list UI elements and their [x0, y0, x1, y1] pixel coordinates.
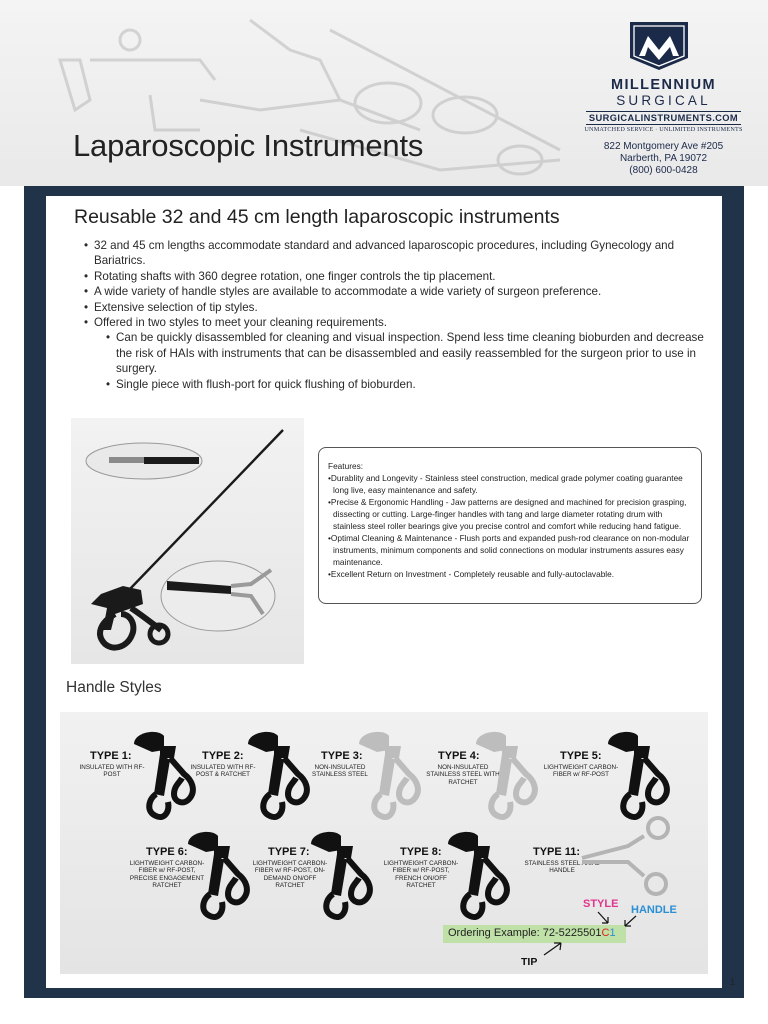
tip-arrow-icon: [542, 940, 564, 958]
type-8-handle-image: [444, 824, 514, 924]
address-line-2: Narberth, PA 19072: [619, 153, 708, 164]
sub-bullet-item: • Single piece with flush-port for quick flushing of bioburden.: [106, 377, 714, 392]
page-header: [0, 0, 768, 186]
type-1-handle-image: [130, 724, 200, 824]
bullet-item: [84, 315, 714, 392]
type-2-handle-image: [244, 724, 314, 824]
handle-code: 1: [609, 927, 616, 939]
type-4-handle-image: [472, 724, 542, 824]
type-11-label: TYPE 11:: [533, 846, 581, 858]
type-7-handle-image: [307, 824, 377, 924]
sub-bullet-item: • Can be quickly disassembled for cleaning and visual inspection. Spend less time cleaning bioburden and decrease the risk of HAIs with instruments that can be disassembled and easily reassembled for the surgeon prior to use in surgery.: [106, 330, 714, 376]
ordering-example: [443, 925, 626, 943]
feature-item: •Excellent Return on Investment - Completely reusable and fully-autoclavable.: [328, 569, 615, 579]
type-11-desc: STAINLESS STEEL AXIAL HANDLE: [524, 860, 600, 875]
type-6-handle-image: [184, 824, 254, 924]
bullet-item-text: Offered in two styles to meet your cleaning requirements.: [94, 316, 387, 330]
bullet-item: • Extensive selection of tip styles.: [84, 300, 714, 315]
brand-url-link[interactable]: SURGICALINSTRUMENTS.COM: [586, 111, 741, 125]
feature-bullet-list: [84, 238, 714, 392]
type-11-handle-image: [578, 816, 678, 896]
feature-item: •Optimal Cleaning & Maintenance - Flush ports and expanded push-rod clearance on non-modular instruments, minimum components and solid connections on modular instruments assures easy maintenance.: [328, 533, 690, 567]
brand-sub: SURGICAL: [616, 93, 711, 108]
bullet-item: • A wide variety of handle styles are available to accommodate a wide variety of surgeon preference.: [84, 284, 714, 299]
feature-item-text: Precise & Ergonomic Handling - Jaw patterns are designed and machined for precision grasping, dissecting or cutting. Large-finger handles with tang and large diameter rotating drum with stainless steel roller bearings give you precise control and comfort while reducing hand fatigue.: [330, 497, 687, 531]
type-8-desc: LIGHTWEIGHT CARBON-FIBER w/ RF-POST, FRENCH ON/OFF RATCHET: [383, 860, 459, 890]
type-6-desc: LIGHTWEIGHT CARBON-FIBER w/ RF-POST, PRECISE ENGAGEMENT RATCHET: [129, 860, 205, 890]
type-2-desc: INSULATED WITH RF-POST & RATCHET: [190, 764, 256, 779]
type-4-desc: NON-INSULATED STAINLESS STEEL WITH RATCHET: [426, 764, 500, 786]
instrument-photo: [71, 418, 304, 664]
type-3-desc: NON-INSULATED STAINLESS STEEL: [312, 764, 368, 779]
type-3-handle-image: [355, 724, 425, 824]
type-3-label: TYPE 3:: [321, 750, 363, 762]
bullet-item: • 32 and 45 cm lengths accommodate standard and advanced laparoscopic procedures, including Gynecology and Bariatrics.: [84, 238, 714, 269]
tip-callout-label: TIP: [521, 956, 538, 968]
phone-number: (800) 600-0428: [629, 165, 698, 176]
feature-item-text: Excellent Return on Investment - Completely reusable and fully-autoclavable.: [330, 569, 615, 579]
mountain-m-shield-icon: [628, 20, 690, 72]
handle-styles-heading: Handle Styles: [66, 679, 162, 696]
page-number: 1: [730, 977, 736, 987]
type-5-desc: LIGHTWEIGHT CARBON-FIBER w/ RF-POST: [543, 764, 619, 779]
features-heading: Features:: [328, 461, 364, 471]
style-code: C: [601, 927, 610, 939]
brand-tagline: UNMATCHED SERVICE · UNLIMITED INSTRUMENTS: [584, 126, 743, 133]
type-6-label: TYPE 6:: [146, 846, 188, 858]
type-1-desc: INSULATED WITH RF- POST: [79, 764, 145, 779]
feature-item: •Durablity and Longevity - Stainless steel construction, medical grade polymer coating guarantee long live, easy maintenance and safety.: [328, 473, 683, 495]
type-7-desc: LIGHTWEIGHT CARBON-FIBER w/ RF-POST, ON- DEMAND ON/OFF RATCHET: [252, 860, 328, 890]
features-box: [318, 447, 702, 604]
bullet-item: • Rotating shafts with 360 degree rotation, one finger controls the tip placement.: [84, 269, 714, 284]
ordering-example-prefix: Ordering Example: 72-5225501: [448, 927, 602, 939]
type-1-label: TYPE 1:: [90, 750, 132, 762]
type-5-label: TYPE 5:: [560, 750, 602, 762]
type-8-label: TYPE 8:: [400, 846, 442, 858]
brand-name: MILLENNIUM: [610, 77, 716, 93]
type-7-label: TYPE 7:: [268, 846, 310, 858]
handle-arrow-icon: [622, 914, 638, 930]
address-line-1: 822 Montgomery Ave #205: [603, 141, 724, 152]
type-4-label: TYPE 4:: [438, 750, 480, 762]
page-title: Laparoscopic Instruments: [73, 128, 424, 163]
type-2-label: TYPE 2:: [202, 750, 244, 762]
feature-item-text: Durablity and Longevity - Stainless steel construction, medical grade polymer coating guarantee long live, easy maintenance and safety.: [330, 473, 683, 495]
sub-bullet-list: [106, 330, 714, 392]
feature-item-text: Optimal Cleaning & Maintenance - Flush ports and expanded push-rod clearance on non-modular instruments, minimum components and solid connections on modular instruments assures easy maintenance.: [330, 533, 690, 567]
style-arrow-icon: [596, 910, 612, 926]
handle-callout-label: HANDLE: [631, 904, 677, 916]
section-title: Reusable 32 and 45 cm length laparoscopic instruments: [74, 206, 560, 228]
feature-item: •Precise & Ergonomic Handling - Jaw patterns are designed and machined for precision grasping, dissecting or cutting. Large-finger handles with tang and large diameter rotating drum with stainless steel roller bearings give you precise control and comfort while reducing hand fatigue.: [328, 497, 687, 531]
style-callout-label: STYLE: [583, 898, 619, 910]
type-5-handle-image: [604, 724, 674, 824]
